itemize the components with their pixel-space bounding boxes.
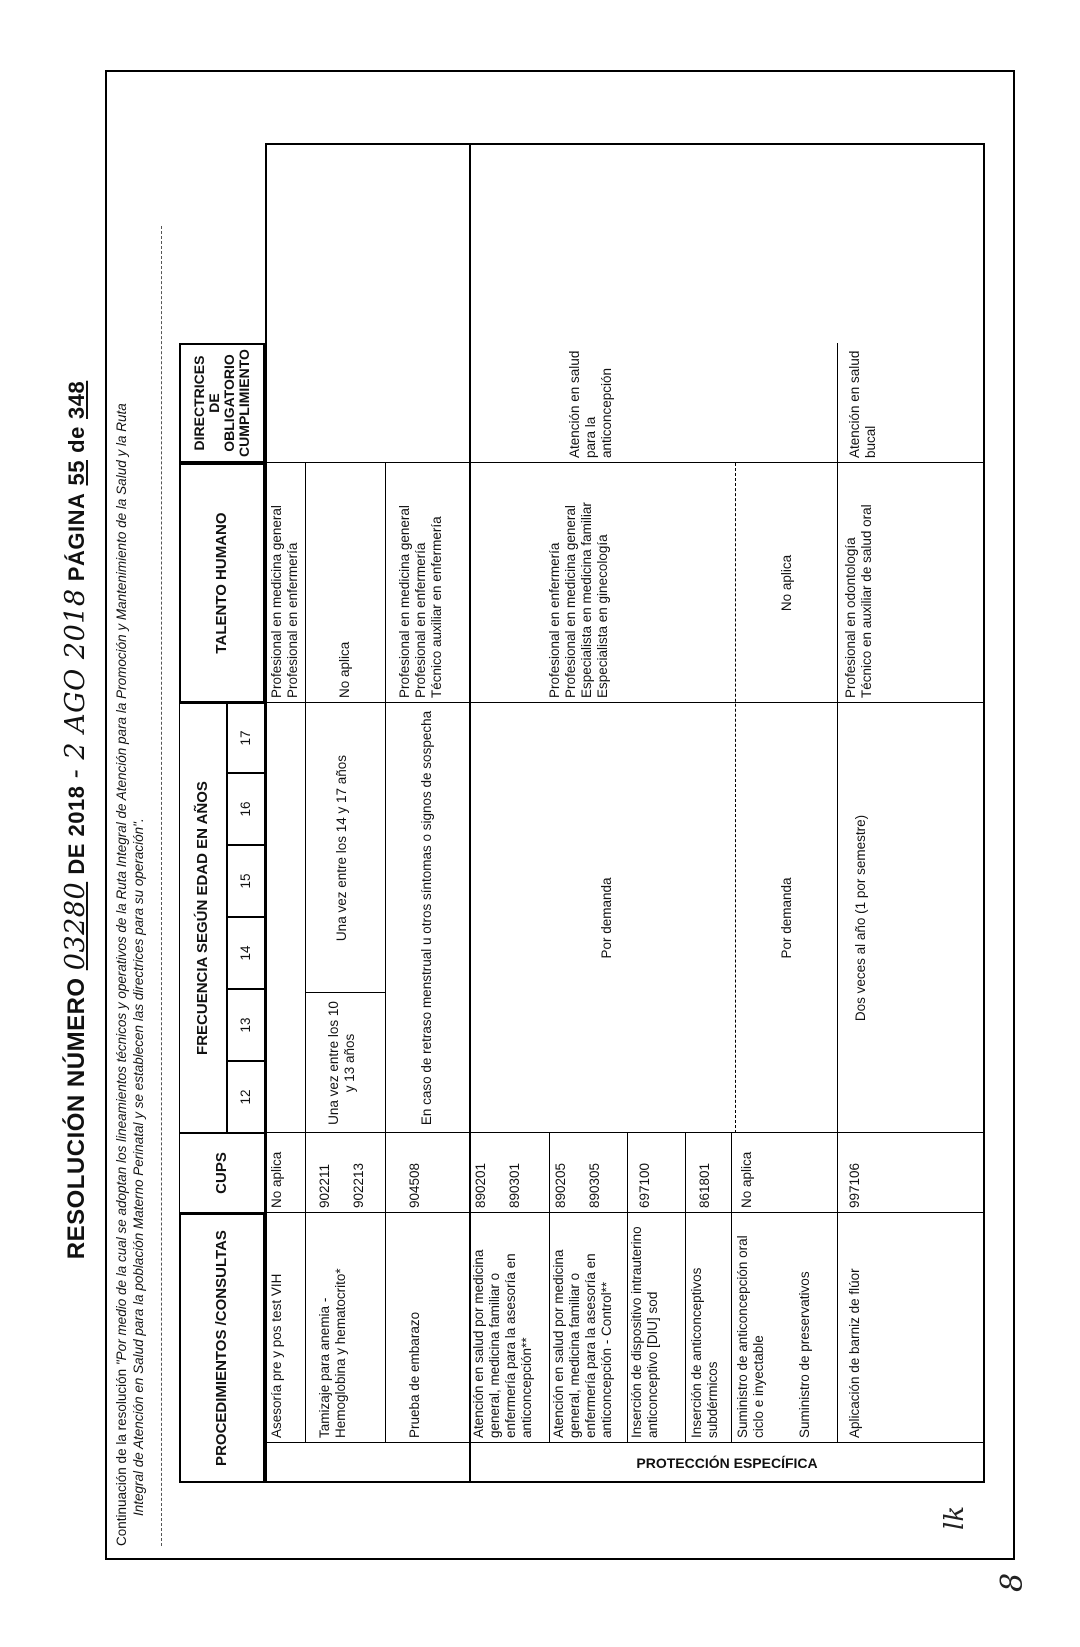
row4-cups-2: 890301 xyxy=(507,1162,522,1208)
row2-line xyxy=(385,463,386,1443)
row5-line xyxy=(627,1133,628,1443)
header-frecuencia: FRECUENCIA SEGÚN EDAD EN AÑOS xyxy=(179,703,227,1133)
suministro-freq: Por demanda xyxy=(779,877,794,959)
row6-line xyxy=(685,1133,686,1443)
group-freq: Por demanda xyxy=(599,877,614,959)
title-pagina: PÁGINA xyxy=(64,492,89,582)
header-age-14: 14 xyxy=(227,917,265,989)
header-procedimientos: PROCEDIMIENTOS /CONSULTAS xyxy=(179,1213,265,1483)
header-age-15: 15 xyxy=(227,845,265,917)
section-label-cell xyxy=(469,1443,985,1483)
section-col-line xyxy=(265,1442,985,1443)
header-age-12: 12 xyxy=(227,1061,265,1133)
row5-cups-1: 890205 xyxy=(553,1162,568,1208)
header-talento: TALENTO HUMANO xyxy=(179,463,265,703)
row2-proc: Tamizaje para anemia - Hemoglobina y hematocrito* xyxy=(317,1268,348,1438)
row6-cups: 697100 xyxy=(637,1162,652,1208)
group-talento-3: Especialista en medicina familiar xyxy=(579,502,594,698)
title-de: de xyxy=(64,426,89,453)
row9-proc: Suministro de preservativos xyxy=(797,1271,812,1438)
row10-talento xyxy=(843,468,879,698)
row8-proc: Suministro de anticoncepción oral ciclo e inyectable xyxy=(735,1235,766,1438)
row3-cups: 904508 xyxy=(407,1162,422,1208)
header-cups: CUPS xyxy=(179,1133,265,1213)
page-number: 55 xyxy=(64,460,89,486)
directrices-col-line xyxy=(265,462,985,463)
row7-proc: Inserción de anticonceptivos subdérmicos xyxy=(689,1267,720,1438)
group-talento xyxy=(547,468,637,698)
row10-directriz: Atención en salud bucal xyxy=(847,350,878,458)
row3-talento-1: Profesional en medicina general xyxy=(397,505,412,698)
row7-cups: 861801 xyxy=(697,1162,712,1208)
row3-talento xyxy=(397,468,463,698)
row7-line xyxy=(731,1133,732,1443)
row10-cups: 997106 xyxy=(847,1162,862,1208)
signature-initials: lk xyxy=(940,1505,970,1530)
group-bottom-line xyxy=(837,343,838,1133)
row4-line xyxy=(549,1133,550,1443)
group-talento-1: Profesional en enfermería xyxy=(547,542,562,698)
group-directriz: Atención en salud para la anticoncepción xyxy=(567,350,614,458)
rotated-content xyxy=(60,40,1060,1600)
row2-freq-split xyxy=(305,992,385,993)
group-talento-4: Especialista en ginecología xyxy=(595,534,610,698)
row3-talento-3: Técnico auxiliar en enfermería xyxy=(429,516,444,698)
header-age-17: 17 xyxy=(227,703,265,773)
continuation-italic-2: Integral de Atención en Salud para la población Materno Perinatal y se establecen las directrices para su operación". xyxy=(131,818,146,1516)
row5-proc: Atención en salud por medicina general, medicina familiar o enfermería para la asesoría en anticoncepción - Control** xyxy=(551,1249,614,1438)
row5-cups-2: 890305 xyxy=(587,1162,602,1208)
header-directrices: DIRECTRICES DE OBLIGATORIO CUMPLIMIENTO xyxy=(179,343,265,463)
continuation-lead: Continuación de la resolución xyxy=(114,1368,129,1546)
header-age-16: 16 xyxy=(227,773,265,845)
title-prefix: RESOLUCIÓN NÚMERO xyxy=(63,977,90,1260)
row1-proc: Asesoría pre y pos test VIH xyxy=(269,1273,284,1438)
row2-cups-1: 902211 xyxy=(317,1163,332,1208)
continuation-text xyxy=(113,86,147,1546)
row6-proc: Inserción de dispositivo intrauterino anticonceptivo [DIU] sod xyxy=(629,1226,660,1438)
handwritten-date: - 2 AGO 2018 xyxy=(60,588,91,779)
row10-talento-2: Técnico en auxiliar de salud oral xyxy=(859,504,874,698)
page-frame xyxy=(105,70,1015,1560)
row2-freq-b: Una vez entre los 14 y 17 años xyxy=(334,754,349,942)
group-talento-2: Profesional en medicina general xyxy=(563,505,578,698)
row2-talento: No aplica xyxy=(337,641,352,698)
row4-proc: Atención en salud por medicina general, medicina familiar o enfermería para la asesoría en anticoncepción** xyxy=(471,1249,534,1438)
talento-col-line xyxy=(265,702,985,703)
row1-line xyxy=(305,463,306,1443)
row4-cups-1: 890201 xyxy=(473,1162,488,1208)
suministro-line xyxy=(735,463,736,1133)
cups-col-line xyxy=(265,1212,985,1213)
row10-freq: Dos veces al año (1 por semestre) xyxy=(853,814,868,1022)
row10-talento-1: Profesional en odontología xyxy=(843,537,858,698)
row10-proc: Aplicación de barniz de flúor xyxy=(847,1268,862,1438)
resolution-title xyxy=(60,270,100,1370)
row1-talento-2: Profesional en enfermería xyxy=(285,542,300,698)
header-age-13: 13 xyxy=(227,989,265,1061)
row1-cups: No aplica xyxy=(269,1151,284,1208)
row9-line xyxy=(837,1133,838,1443)
row3-freq: En caso de retraso menstrual u otros síntomas o signos de sospecha xyxy=(419,710,434,1126)
suministro-talento: No aplica xyxy=(779,554,794,612)
dashed-separator xyxy=(161,226,162,1546)
section-label: PROTECCIÓN ESPECÍFICA xyxy=(636,1455,818,1471)
title-year: DE 2018 xyxy=(64,785,89,875)
page-total: 348 xyxy=(64,380,89,419)
signature-page-mark: 8 xyxy=(995,1572,1030,1592)
resolution-number: 03280 xyxy=(60,881,91,971)
continuation-italic-1: "Por medio de la cual se adoptan los lineamientos técnicos y operativos de la Ruta Integral de Atención para la Promoción y Mantenimiento de la Salud y la Ruta xyxy=(114,403,129,1366)
row2-freq-a: Una vez entre los 10 y 13 años xyxy=(326,1001,357,1125)
row3-proc: Prueba de embarazo xyxy=(407,1311,422,1438)
row1-talento xyxy=(269,468,303,698)
freq-col-line xyxy=(265,1132,985,1133)
row2-cups-2: 902213 xyxy=(351,1162,366,1208)
row3-talento-2: Profesional en enfermería xyxy=(413,542,428,698)
row8-cups: No aplica xyxy=(739,1151,754,1208)
row1-talento-1: Profesional en medicina general xyxy=(269,505,284,698)
